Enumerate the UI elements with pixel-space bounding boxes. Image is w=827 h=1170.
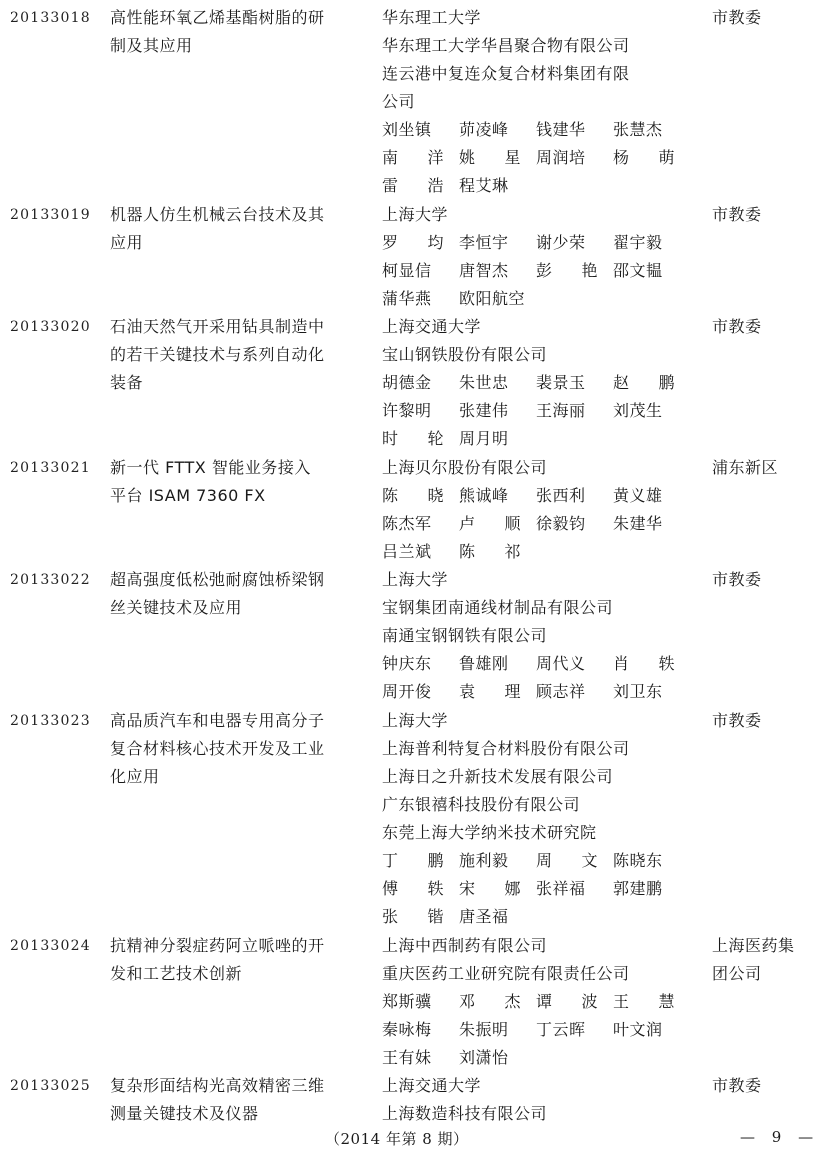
organizations-and-people <box>382 4 702 200</box>
contributor-name: 张祥福 <box>536 879 586 898</box>
contributor-name: 南洋 <box>382 148 444 167</box>
contributor-name: 陈祁 <box>459 542 521 561</box>
contributor-row <box>382 847 702 875</box>
contributor-name: 刘坐镇 <box>382 120 432 139</box>
project-code: 20133020 <box>10 319 91 335</box>
contributor-name: 施利毅 <box>459 851 509 870</box>
contributor-name: 钱建华 <box>536 120 586 139</box>
project-title-line: 抗精神分裂症药阿立哌唑的开 <box>110 936 325 955</box>
recommending-unit <box>712 566 822 594</box>
organization-name: 上海大学 <box>382 570 449 589</box>
contributor-row <box>382 510 702 538</box>
project-title <box>110 313 365 397</box>
organization-name: 南通宝钢钢铁有限公司 <box>382 626 548 645</box>
contributor-name: 茆凌峰 <box>459 120 509 139</box>
contributor-name: 刘卫东 <box>613 682 663 701</box>
contributor-name: 周代义 <box>536 654 586 673</box>
contributor-name: 邵文韫 <box>613 261 663 280</box>
contributor-name: 朱振明 <box>459 1020 509 1039</box>
contributor-name: 彭艳 <box>536 261 598 280</box>
contributor-name: 蒲华燕 <box>382 289 432 308</box>
contributor-name: 杨萌 <box>613 148 675 167</box>
contributor-name: 刘潇怡 <box>459 1048 509 1067</box>
contributor-name: 雷浩 <box>382 176 444 195</box>
contributor-row <box>382 257 702 285</box>
contributor-name: 唐智杰 <box>459 261 509 280</box>
recommending-unit <box>712 201 822 229</box>
project-title-line: 平台 ISAM 7360 FX <box>110 486 266 505</box>
contributor-row <box>382 988 702 1016</box>
contributor-list <box>382 847 702 931</box>
contributor-name: 柯显信 <box>382 261 432 280</box>
project-title-line: 高品质汽车和电器专用高分子 <box>110 711 325 730</box>
contributor-name: 张慧杰 <box>613 120 663 139</box>
project-title-line: 机器人仿生机械云台技术及其 <box>110 205 325 224</box>
contributor-name: 张建伟 <box>459 401 509 420</box>
contributor-row <box>382 397 702 425</box>
organization-name: 连云港中复连众复合材料集团有限 <box>382 64 630 83</box>
contributor-row <box>382 1016 702 1044</box>
project-title-line: 超高强度低松弛耐腐蚀桥梁钢 <box>110 570 325 589</box>
project-title-line: 应用 <box>110 233 144 252</box>
recommending-unit-line: 浦东新区 <box>712 458 779 477</box>
project-title-line: 发和工艺技术创新 <box>110 964 243 983</box>
project-title-line: 石油天然气开采用钻具制造中 <box>110 317 325 336</box>
contributor-name: 卢顺 <box>459 514 521 533</box>
project-code: 20133024 <box>10 938 91 954</box>
contributor-name: 陈晓东 <box>613 851 663 870</box>
organization-name: 宝钢集团南通线材制品有限公司 <box>382 598 614 617</box>
contributor-name: 周月明 <box>459 429 509 448</box>
project-code: 20133022 <box>10 572 91 588</box>
contributor-name: 叶文润 <box>613 1020 663 1039</box>
contributor-name: 丁云晖 <box>536 1020 586 1039</box>
contributor-list <box>382 650 702 706</box>
contributor-list <box>382 988 702 1072</box>
contributor-name: 程艾琳 <box>459 176 509 195</box>
contributor-name: 谢少荣 <box>536 233 586 252</box>
contributor-row <box>382 482 702 510</box>
project-code: 20133025 <box>10 1078 91 1094</box>
contributor-list <box>382 482 702 566</box>
contributor-name: 欧阳航空 <box>459 289 526 308</box>
page-number: — 9 — <box>740 1128 820 1146</box>
organizations-and-people <box>382 1072 702 1128</box>
organization-name: 上海普利特复合材料股份有限公司 <box>382 739 630 758</box>
contributor-name: 周润培 <box>536 148 586 167</box>
contributor-row <box>382 285 702 313</box>
contributor-name: 周文 <box>536 851 598 870</box>
organizations-and-people <box>382 313 702 453</box>
project-code: 20133021 <box>10 460 91 476</box>
contributor-name: 吕兰斌 <box>382 542 432 561</box>
contributor-row <box>382 144 702 172</box>
organization-name: 上海贝尔股份有限公司 <box>382 458 548 477</box>
recommending-unit <box>712 1072 822 1100</box>
organizations-and-people <box>382 707 702 931</box>
recommending-unit-line: 市教委 <box>712 8 762 27</box>
contributor-name: 李恒宇 <box>459 233 509 252</box>
contributor-name: 王有妹 <box>382 1048 432 1067</box>
organizations-and-people <box>382 454 702 566</box>
contributor-name: 傅轶 <box>382 879 444 898</box>
organization-name: 上海日之升新技术发展有限公司 <box>382 767 614 786</box>
organization-name: 上海大学 <box>382 711 449 730</box>
project-title <box>110 1072 365 1128</box>
project-title-line: 高性能环氧乙烯基酯树脂的研 <box>110 8 325 27</box>
contributor-name: 张锴 <box>382 907 444 926</box>
contributor-name: 朱世忠 <box>459 373 509 392</box>
contributor-name: 秦咏梅 <box>382 1020 432 1039</box>
contributor-row <box>382 425 702 453</box>
contributor-name: 肖轶 <box>613 654 675 673</box>
project-title <box>110 707 365 791</box>
contributor-name: 刘茂生 <box>613 401 663 420</box>
project-title <box>110 932 365 988</box>
recommending-unit <box>712 313 822 341</box>
recommending-unit-line: 市教委 <box>712 317 762 336</box>
contributor-name: 翟宇毅 <box>613 233 663 252</box>
contributor-list <box>382 229 702 313</box>
contributor-list <box>382 369 702 453</box>
contributor-row <box>382 229 702 257</box>
organization-name: 东莞上海大学纳米技术研究院 <box>382 823 597 842</box>
project-title-line: 测量关键技术及仪器 <box>110 1104 259 1123</box>
organization-name: 上海中西制药有限公司 <box>382 936 548 955</box>
contributor-row <box>382 1044 702 1072</box>
project-code: 20133019 <box>10 207 91 223</box>
contributor-name: 鲁雄刚 <box>459 654 509 673</box>
organization-name: 上海大学 <box>382 205 449 224</box>
project-title-line: 装备 <box>110 373 144 392</box>
contributor-row <box>382 903 702 931</box>
project-title-line: 丝关键技术及应用 <box>110 598 243 617</box>
contributor-name: 罗均 <box>382 233 444 252</box>
contributor-name: 张西利 <box>536 486 586 505</box>
organizations-and-people <box>382 201 702 313</box>
contributor-name: 王慧 <box>613 992 675 1011</box>
contributor-name: 许黎明 <box>382 401 432 420</box>
recommending-unit <box>712 4 822 32</box>
contributor-name: 裴景玉 <box>536 373 586 392</box>
recommending-unit <box>712 707 822 735</box>
organization-name: 上海交通大学 <box>382 317 482 336</box>
organization-name: 广东银禧科技股份有限公司 <box>382 795 581 814</box>
page-footer <box>0 1128 827 1152</box>
contributor-name: 宋娜 <box>459 879 521 898</box>
recommending-unit <box>712 932 822 988</box>
contributor-name: 郑斯骥 <box>382 992 432 1011</box>
contributor-name: 徐毅钧 <box>536 514 586 533</box>
contributor-name: 袁理 <box>459 682 521 701</box>
contributor-name: 邓杰 <box>459 992 521 1011</box>
organizations-and-people <box>382 566 702 706</box>
contributor-list <box>382 116 702 200</box>
issue-label: （2014 年第 8 期） <box>325 1130 469 1148</box>
project-title <box>110 4 365 60</box>
contributor-name: 陈晓 <box>382 486 444 505</box>
contributor-name: 熊诚峰 <box>459 486 509 505</box>
project-title-line: 新一代 FTTX 智能业务接入 <box>110 458 311 477</box>
project-title-line: 化应用 <box>110 767 160 786</box>
organization-name: 华东理工大学华昌聚合物有限公司 <box>382 36 630 55</box>
contributor-name: 姚星 <box>459 148 521 167</box>
contributor-row <box>382 538 702 566</box>
project-title <box>110 566 365 622</box>
contributor-name: 丁鹏 <box>382 851 444 870</box>
recommending-unit-line: 市教委 <box>712 711 762 730</box>
contributor-name: 王海丽 <box>536 401 586 420</box>
contributor-row <box>382 650 702 678</box>
contributor-name: 顾志祥 <box>536 682 586 701</box>
contributor-name: 郭建鹏 <box>613 879 663 898</box>
recommending-unit-line: 市教委 <box>712 205 762 224</box>
organization-name: 华东理工大学 <box>382 8 482 27</box>
contributor-name: 陈杰军 <box>382 514 432 533</box>
contributor-name: 时轮 <box>382 429 444 448</box>
organization-name: 宝山钢铁股份有限公司 <box>382 345 548 364</box>
contributor-row <box>382 678 702 706</box>
contributor-name: 唐圣福 <box>459 907 509 926</box>
project-title <box>110 454 365 510</box>
recommending-unit-line: 团公司 <box>712 964 762 983</box>
contributor-row <box>382 172 702 200</box>
project-code: 20133018 <box>10 10 91 26</box>
project-title-line: 复合材料核心技术开发及工业 <box>110 739 325 758</box>
project-title-line: 复杂形面结构光高效精密三维 <box>110 1076 325 1095</box>
contributor-name: 周开俊 <box>382 682 432 701</box>
recommending-unit <box>712 454 822 482</box>
project-title-line: 的若干关键技术与系列自动化 <box>110 345 325 364</box>
contributor-name: 黄义雄 <box>613 486 663 505</box>
contributor-name: 谭波 <box>536 992 598 1011</box>
organization-name: 重庆医药工业研究院有限责任公司 <box>382 964 630 983</box>
contributor-name: 胡德金 <box>382 373 432 392</box>
project-code: 20133023 <box>10 713 91 729</box>
contributor-name: 赵鹏 <box>613 373 675 392</box>
contributor-name: 朱建华 <box>613 514 663 533</box>
project-title <box>110 201 365 257</box>
contributor-name: 钟庆东 <box>382 654 432 673</box>
contributor-row <box>382 116 702 144</box>
organization-name: 公司 <box>382 92 416 111</box>
recommending-unit-line: 市教委 <box>712 570 762 589</box>
organization-name: 上海数造科技有限公司 <box>382 1104 548 1123</box>
contributor-row <box>382 875 702 903</box>
recommending-unit-line: 上海医药集 <box>712 936 795 955</box>
contributor-row <box>382 369 702 397</box>
project-title-line: 制及其应用 <box>110 36 193 55</box>
organization-name: 上海交通大学 <box>382 1076 482 1095</box>
organizations-and-people <box>382 932 702 1072</box>
recommending-unit-line: 市教委 <box>712 1076 762 1095</box>
